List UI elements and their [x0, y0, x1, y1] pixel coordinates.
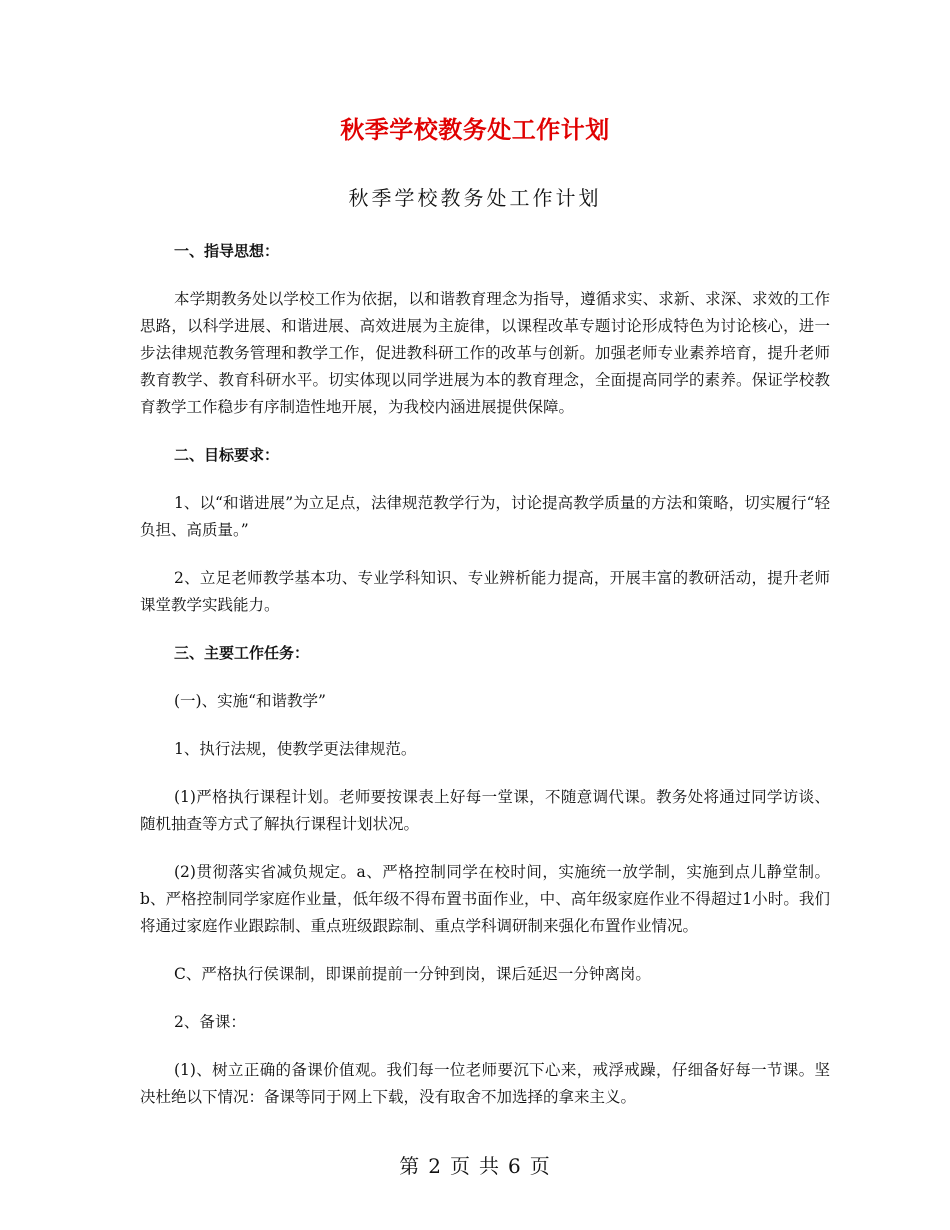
document-title: 秋季学校教务处工作计划 [340, 116, 610, 144]
paragraph-goal-2: 2、立足老师教学基本功、专业学科知识、专业辨析能力提高，开展丰富的教研活动，提升老师课堂教学实践能力。 [140, 569, 830, 614]
footer-page-label: 页 [450, 1154, 471, 1178]
footer-suffix: 页 [529, 1154, 551, 1178]
paragraph-goal-1: 1、以“和谐进展”为立足点，法律规范教学行为，讨论提高教学质量的方法和策略，切实履行“轻负担、高质量。” [140, 494, 830, 539]
footer-page-number: 2 [428, 1154, 442, 1178]
document-subtitle: 秋季学校教务处工作计划 [348, 186, 602, 210]
paragraph-guiding-ideology: 本学期教务处以学校工作为依据，以和谐教育理念为指导，遵循求实、求新、求深、求效的工作思路，以科学进展、和谐进展、高效进展为主旋律，以课程改革专题讨论形成特色为讨论核心，进一步法律规范教务管理和教学工作，促进教科研工作的改革与创新。加强老师专业素养培育，提升老师教育教学、教育科研水平。切实体现以同学进展为本的教育理念，全面提高同学的素养。保证学校教育教学工作稳步有序制造性地开展，为我校内涵进展提供保障。 [140, 290, 830, 416]
paragraph-burden-reduction: (2)贯彻落实省减负规定。a、严格控制同学在校时间，实施统一放学制，实施到点儿静堂制。b、严格控制同学家庭作业量，低年级不得布置书面作业，中、高年级家庭作业不得超过1小时。我们将通过家庭作业跟踪制、重点班级跟踪制、重点学科调研制来强化布置作业情况。 [140, 863, 830, 935]
footer-prefix: 第 [399, 1154, 421, 1178]
paragraph-lesson-prep-heading: 2、备课： [174, 1013, 246, 1031]
footer-total-label: 共 [479, 1154, 500, 1178]
paragraph-execute-regulations: 1、执行法规，使教学更法律规范。 [174, 740, 417, 758]
footer-total-pages: 6 [508, 1154, 522, 1178]
document-body [140, 238, 830, 1132]
paragraph-curriculum-plan: (1)严格执行课程计划。老师要按课表上好每一堂课，不随意调代课。教务处将通过同学访谈、随机抽查等方式了解执行课程计划状况。 [140, 788, 830, 833]
section-heading-guiding-ideology: 一、指导思想： [174, 242, 280, 260]
page-number-footer [0, 1150, 950, 1179]
paragraph-lesson-prep-values: (1)、树立正确的备课价值观。我们每一位老师要沉下心来，戒浮戒躁，仔细备好每一节课。坚决杜绝以下情况：备课等同于网上下载，没有取舍不加选择的拿来主义。 [140, 1061, 830, 1106]
section-heading-goals: 二、目标要求： [174, 446, 280, 464]
section-heading-main-tasks: 三、主要工作任务： [174, 644, 310, 662]
paragraph-waiting-system: C、严格执行侯课制，即课前提前一分钟到岗，课后延迟一分钟离岗。 [174, 965, 651, 983]
paragraph-subheading-harmonious-teaching: (一)、实施“和谐教学” [174, 692, 326, 710]
